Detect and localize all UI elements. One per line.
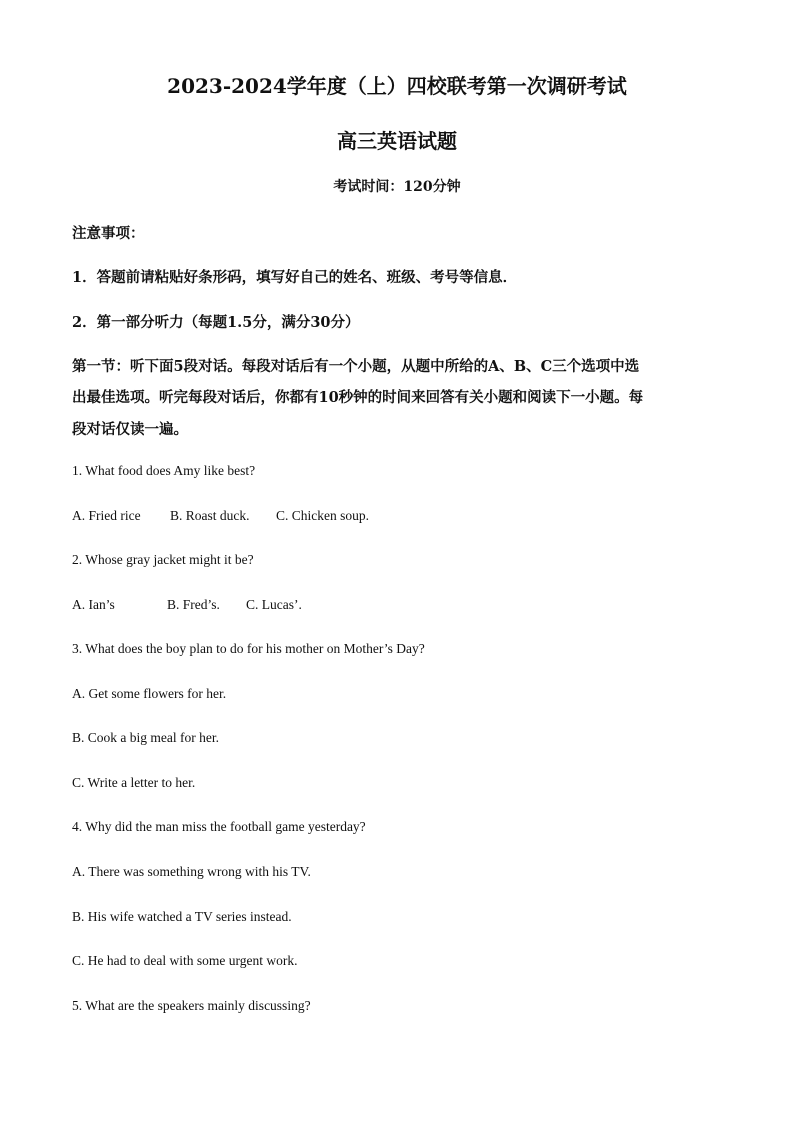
question-1-option-a: A. Fried rice	[72, 508, 141, 523]
section1-instructions-line-3: 段对话仅读一遍。	[72, 421, 188, 438]
question-2-options	[72, 597, 302, 613]
question-4-option-b: B. His wife watched a TV series instead.	[72, 909, 292, 924]
section1-instructions-line-1: 第一节：听下面5段对话。每段对话后有一个小题，从题中所给的A、B、C三个选项中选	[72, 358, 640, 375]
notice-item-2: 2．第一部分听力（每题1.5分，满分30分）	[72, 314, 360, 331]
question-2-stem: 2. Whose gray jacket might it be?	[72, 552, 254, 567]
question-4-stem: 4. Why did the man miss the football game yesterday?	[72, 819, 366, 834]
section1-instructions-line-2: 出最佳选项。听完每段对话后，你都有10秒钟的时间来回答有关小题和阅读下一小题。每	[72, 389, 644, 406]
question-3-option-c: C. Write a letter to her.	[72, 775, 196, 790]
exam-title: 2023-2024学年度（上）四校联考第一次调研考试	[167, 74, 627, 98]
question-3-stem: 3. What does the boy plan to do for his mother on Mother’s Day?	[72, 641, 425, 656]
question-1-option-c: C. Chicken soup.	[276, 508, 369, 523]
exam-time: 考试时间：120分钟	[333, 179, 461, 195]
question-1-option-b: B. Roast duck.	[170, 508, 250, 523]
question-5-stem: 5. What are the speakers mainly discussing?	[72, 998, 311, 1013]
question-1-options	[72, 508, 369, 524]
question-2-option-a: A. Ian’s	[72, 597, 115, 612]
question-2-option-c: C. Lucas’.	[246, 597, 302, 612]
question-4-option-c: C. He had to deal with some urgent work.	[72, 953, 298, 968]
notice-item-1: 1．答题前请粘贴好条形码，填写好自己的姓名、班级、考号等信息．	[72, 269, 518, 286]
notice-heading: 注意事项：	[72, 225, 145, 242]
question-2-option-b: B. Fred’s.	[167, 597, 220, 612]
question-1-stem: 1. What food does Amy like best?	[72, 463, 256, 478]
question-3-option-b: B. Cook a big meal for her.	[72, 730, 219, 745]
question-4-option-a: A. There was something wrong with his TV.	[72, 864, 311, 879]
exam-subtitle: 高三英语试题	[337, 129, 457, 153]
question-3-option-a: A. Get some flowers for her.	[72, 686, 227, 701]
